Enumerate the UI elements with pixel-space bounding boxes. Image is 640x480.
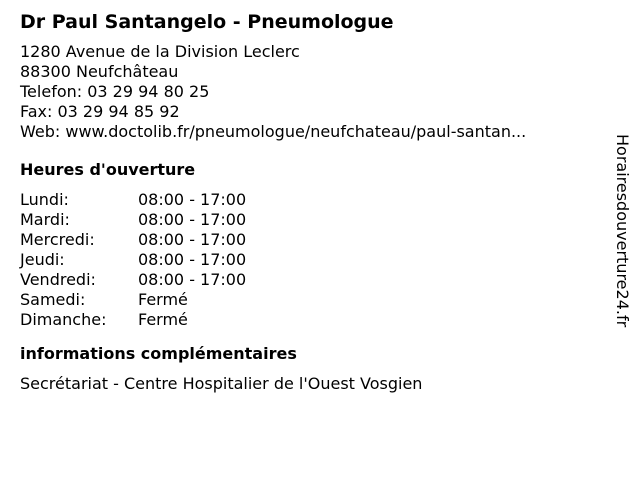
hours-row-friday xyxy=(20,270,600,290)
day-label: Samedi: xyxy=(20,290,86,309)
website-link[interactable]: www.doctolib.fr/pneumologue/neufchateau/paul-santan... xyxy=(65,122,527,141)
street-address: 1280 Avenue de la Division Leclerc xyxy=(20,42,300,61)
time-value: 08:00 - 17:00 xyxy=(138,230,247,249)
web-prefix: Web: xyxy=(20,122,66,141)
page-title: Dr Paul Santangelo - Pneumologue xyxy=(20,11,394,33)
day-label: Jeudi: xyxy=(20,250,65,269)
time-value: Fermé xyxy=(138,290,188,309)
hours-row-thursday xyxy=(20,250,600,270)
site-watermark: Horairesdouverture24.fr xyxy=(613,134,632,328)
time-value: 08:00 - 17:00 xyxy=(138,250,247,269)
additional-info-text: Secrétariat - Centre Hospitalier de l'Ouest Vosgien xyxy=(20,374,423,393)
city-postal: 88300 Neufchâteau xyxy=(20,62,179,81)
time-value: 08:00 - 17:00 xyxy=(138,270,247,289)
day-label: Mercredi: xyxy=(20,230,95,249)
hours-row-tuesday xyxy=(20,210,600,230)
time-value: 08:00 - 17:00 xyxy=(138,190,247,209)
day-label: Mardi: xyxy=(20,210,70,229)
time-value: Fermé xyxy=(138,310,188,329)
day-label: Dimanche: xyxy=(20,310,107,329)
hours-row-wednesday xyxy=(20,230,600,250)
day-label: Lundi: xyxy=(20,190,69,209)
practitioner-card xyxy=(20,10,600,394)
day-label: Vendredi: xyxy=(20,270,96,289)
hours-row-sunday xyxy=(20,310,600,330)
opening-hours-heading: Heures d'ouverture xyxy=(20,160,196,179)
time-value: 08:00 - 17:00 xyxy=(138,210,247,229)
phone-number: Telefon: 03 29 94 80 25 xyxy=(20,82,210,101)
contact-block xyxy=(20,42,600,142)
hours-row-monday xyxy=(20,190,600,210)
fax-number: Fax: 03 29 94 85 92 xyxy=(20,102,180,121)
hours-row-saturday xyxy=(20,290,600,310)
web-line xyxy=(20,122,600,142)
additional-info-heading: informations complémentaires xyxy=(20,344,297,363)
opening-hours-table xyxy=(20,190,600,330)
